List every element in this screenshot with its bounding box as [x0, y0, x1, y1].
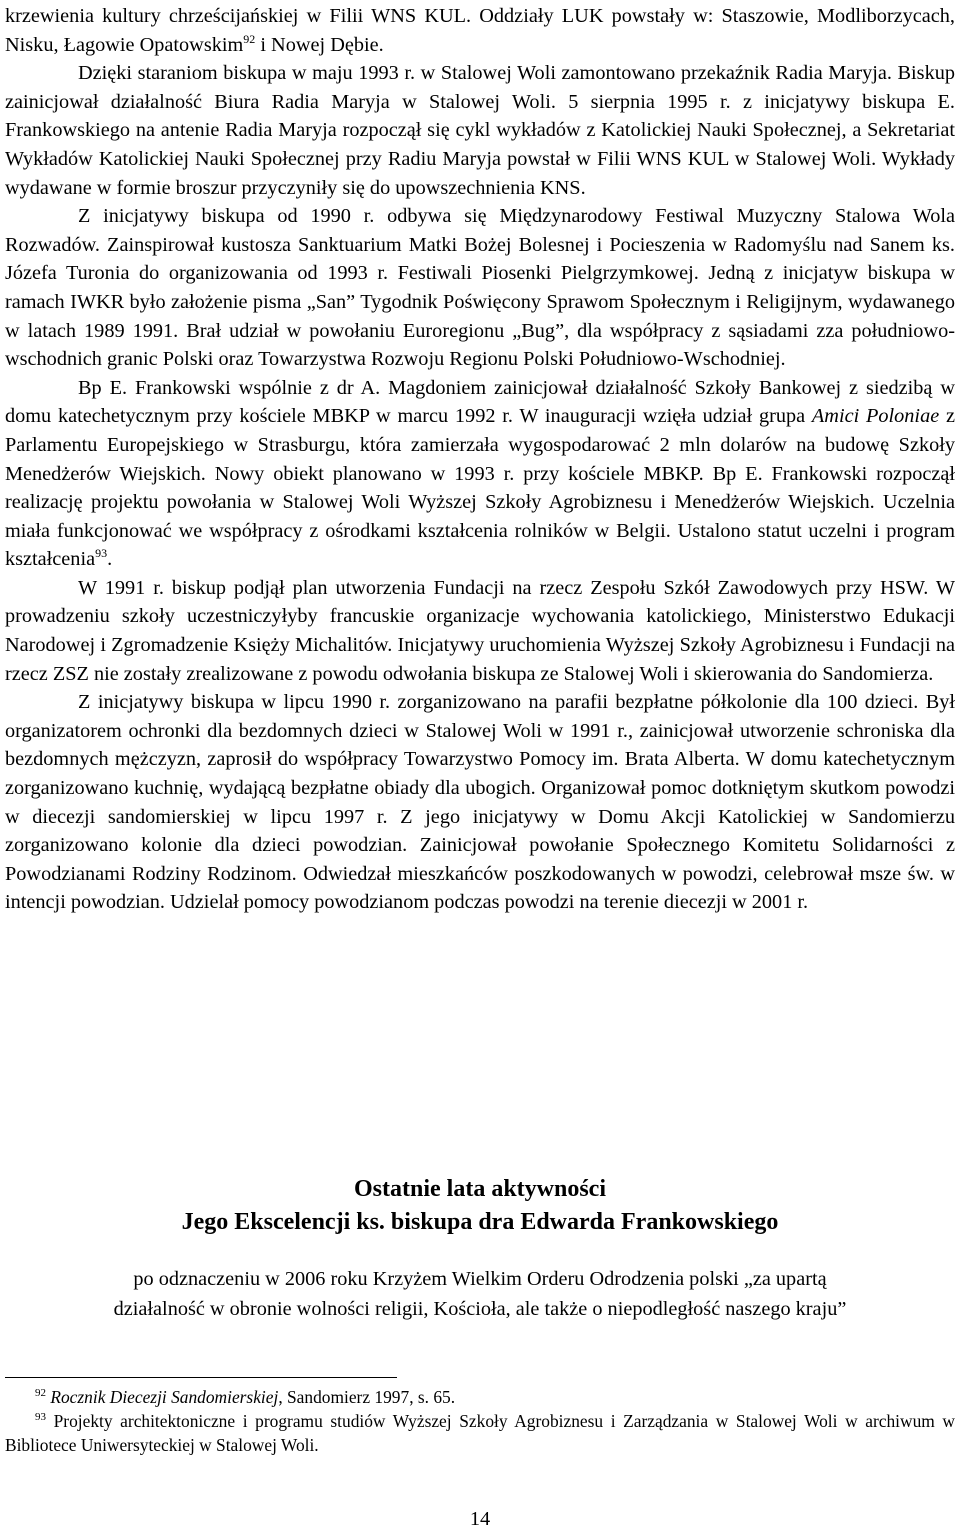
paragraph-3: Z inicjatywy biskupa od 1990 r. odbywa się Międzynarodowy Festiwal Muzyczny Stalowa Wola Rozwadów. Zainspirował kustosza Sanktuarium Matki Bożej Bolesnej i Pocieszenia w Radomyślu nad Sanem ks. Józefa Turonia do organizowania od 1993 r. Festiwali Piosenki Pielgrzymkowej. Jedną z inicjatyw biskupa w ramach IWKR było założenie pisma „San” Tygodnik Poświęcony Sprawom Społecznym i Religijnym, wydawanego w latach 1989 1991. Brał udział w powołaniu Euroregionu „Bug”, dla współpracy z sąsiadami zza południowo-wschodnich granic Polski oraz Towarzystwa Rozwoju Regionu Polski Południowo-Wschodniej. — [5, 205, 955, 371]
paragraph-4-text-b: z Parlamentu Europejskiego w Strasburgu, która zamierzała wygospodarować 2 mln dolarów na budowę Szkoły Menedżerów Wiejskich. Nowy obiekt planowano w 1993 r. przy kościele MBKP. Bp E. Frankowski rozpoczął realizację projektu powołania w Stalowej Woli Wyższej Szkoły Agrobiznesu i Menedżerów Wiejskich. Uczelnia miała funkcjonować we współpracy z ośrodkami kształcenia rolników w Belgii. Ustalono statut uczelni i program kształcenia — [5, 405, 955, 571]
footnote-ref-92[interactable]: 92 — [243, 31, 256, 46]
section-intro-line-1: po odznaczeniu w 2006 roku Krzyżem Wielkim Orderu Odrodzenia polski „za upartą — [133, 1268, 827, 1290]
paragraph-4-text-a: Bp E. Frankowski wspólnie z dr A. Magdoniem zainicjował działalność Szkoły Bankowej z siedzibą w domu katechetycznym przy kościele MBKP w marcu 1992 r. W inauguracji wzięła udział grupa — [5, 376, 955, 428]
paragraph-4-italic-name: Amici Poloniae — [811, 405, 940, 428]
footnote-text: , Sandomierz 1997, s. 65. — [278, 1387, 456, 1407]
paragraph-6: Z inicjatywy biskupa w lipcu 1990 r. zorganizowano na parafii bezpłatne półkolonie dla 100 dzieci. Był organizatorem ochronki dla bezdomnych dzieci w Stalowej Woli w 1991 r., zainicjował utworzenie schroniska dla bezdomnych mężczyzn, zaprosił do współpracy Towarzystwo Pomocy im. Brata Alberta. W domu katechetycznym zorganizowano kuchnię, wydającą bezpłatne obiady dla ubogich. Organizował pomoc dotkniętym skutkom powodzi w diecezji sandomierskiej w lipcu 1997 r. Z jego inicjatywy w Domu Akcji Katolickiej w Sandomierzu zorganizowano kolonie dla dzieci powodzian. Zainicjował powołanie Społecznego Komitetu Solidarności z Powodzianami Rodziny Rodzinom. Odwiedzał mieszkańców poszkodowanych w powodzi, celebrował msze św. w intencji powodzian. Udzielał pomocy powodzianom podczas powodzi na terenie diecezji w 2001 r. — [5, 691, 955, 914]
paragraph-4-text-c: . — [107, 548, 113, 571]
page-number: 14 — [469, 1508, 491, 1530]
footnote-number: 92 — [35, 1387, 46, 1400]
footnote-separator — [5, 1377, 397, 1378]
paragraph-1-text-a: krzewienia kultury chrześcijańskiej w Filii WNS KUL. Oddziały LUK powstały w: Staszowie, Modliborzycach, Nisku, Łagowie Opatowskim — [5, 5, 955, 56]
paragraph-4 — [5, 374, 955, 574]
section-heading-line-2: Jego Ekscelencji ks. biskupa dra Edwarda Frankowskiego — [181, 1209, 779, 1235]
footnote-number: 93 — [35, 1411, 46, 1424]
section-intro — [0, 1264, 960, 1324]
paragraph-1-text-b: i Nowej Dębie. — [255, 33, 384, 56]
section-intro-line-2: działalność w obronie wolności religii, Kościoła, ale także o niepodległość naszego kraju” — [113, 1298, 847, 1320]
footnote-92 — [5, 1385, 955, 1409]
paragraph-1 — [5, 2, 955, 59]
footnote-title: Rocznik Diecezji Sandomierskiej — [50, 1387, 279, 1407]
paragraph-5: W 1991 r. biskup podjął plan utworzenia Fundacji na rzecz Zespołu Szkół Zawodowych przy HSW. W prowadzeniu szkoły uczestniczyłyby francuskie organizacje wychowania katolickiego, Ministerstwo Edukacji Narodowej i Zgromadzenie Księży Michalitów. Inicjatywy uruchomienia Wyższej Szkoły Agrobiznesu i Fundacji na rzecz ZSZ nie zostały zrealizowane z powodu odwołania biskupa ze Stalowej Woli i skierowania do Sandomierza. — [5, 576, 955, 685]
paragraph-2: Dzięki staraniom biskupa w maju 1993 r. w Stalowej Woli zamontowano przekaźnik Radia Maryja. Biskup zainicjował działalność Biura Radia Maryja w Stalowej Woli. 5 sierpnia 1995 r. z inicjatywy biskupa E. Frankowskiego na antenie Radia Maryja rozpoczął się cykl wykładów z Katolickiej Nauki Społecznej, a Sekretariat Wykładów Katolickiej Nauki Społecznej przy Radiu Maryja powstał w Filii WNS KUL w Stalowej Woli. Wykłady wydawane w formie broszur przyczyniły się do upowszechnienia KNS. — [5, 62, 955, 199]
section-heading-line-1: Ostatnie lata aktywności — [354, 1176, 606, 1202]
footnotes — [5, 1385, 955, 1457]
footnote-ref-93[interactable]: 93 — [95, 546, 108, 561]
footnote-93 — [5, 1409, 955, 1457]
footnote-text: Projekty architektoniczne i programu studiów Wyższej Szkoły Agrobiznesu i Zarządzania w Stalowej Woli w archiwum w Bibliotece Uniwersyteckiej w Stalowej Woli. — [5, 1411, 955, 1455]
body-text — [5, 2, 955, 917]
